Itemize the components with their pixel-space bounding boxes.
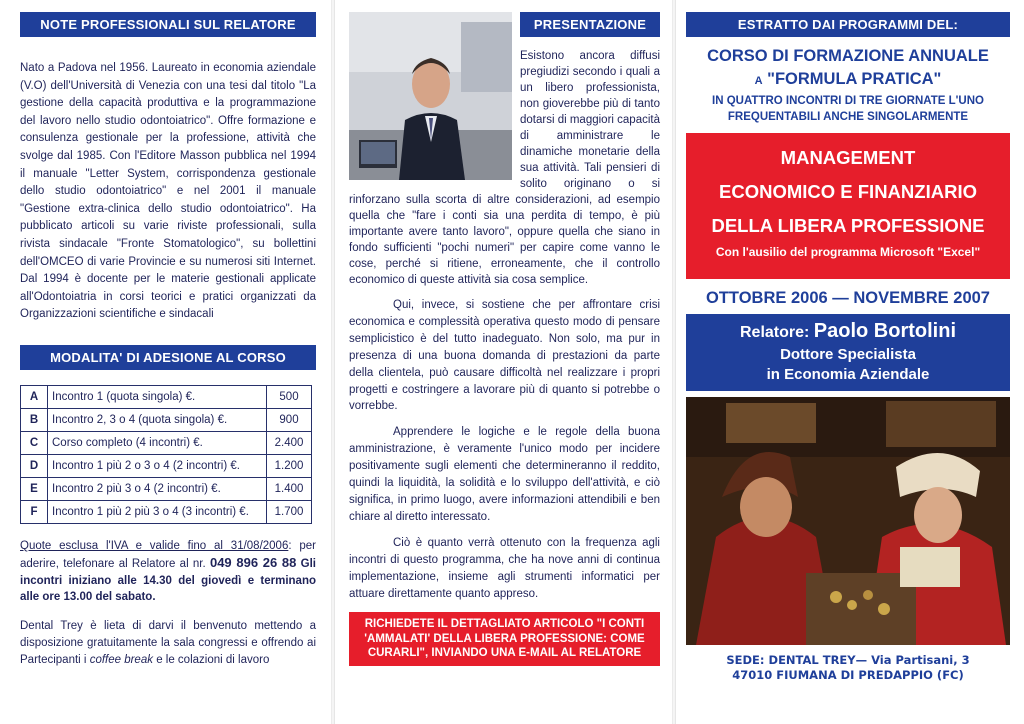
fee-row [21,408,312,431]
main-title-line2: ECONOMICO E FINANZIARIO [719,181,977,202]
fee-price: 1.200 [267,454,312,477]
phone-number: 049 896 26 88 [209,554,297,570]
speaker-bio: Nato a Padova nel 1956. Laureato in economia aziendale (V.O) dell'Università di Venezia con una tesi dal titolo "La gestione della capacità produttiva e la programmazione del lavoro nello studio odontoiatrico". Offre formazione e consulenza gestionale per la professione, attività che svolge dal 1985. Con l'Editore Masson pubblica nel 1994 il manuale "Letter System, corrispondenza gestionale dello studio odontoiatrico" e nel 2001 il manuale "Gestione extra-clinica dello studio odontoiatrico". Ha pubblicato articoli su varie riviste professionali, sulla rivista sindacale "Fronte Stomatologico", su bollettini dell'OMCEO di varie Provincie e su numerosi siti Internet. Dal 1994 è docente per le materie gestionali applicate all'Odontoiatria in corsi teorici e pratici organizzati da Organizzazioni scientifiche e sindacali [20,62,316,321]
speaker-photo [349,12,512,180]
speaker-photo-image [349,12,512,180]
speaker-notes-header: NOTE PROFESSIONALI SUL RELATORE [20,12,316,37]
speaker-label: Relatore: [739,324,810,341]
speaker-name: Paolo Bortolini [813,320,957,342]
enrollment-header: MODALITA' DI ADESIONE AL CORSO [20,345,316,370]
welcome-text: Dental Trey è lieta di darvi il benvenuto mettendo a disposizione gratuitamente la sala congressi e offrendo ai Partecipanti i [20,620,316,666]
course-formula-prefix: A [754,75,763,87]
fee-description: Incontro 2, 3 o 4 (quota singola) €. [48,408,267,431]
fee-description: Incontro 1 più 2 più 3 o 4 (3 incontri) €. [48,500,267,523]
speaker-role-line2: in Economia Aziendale [766,366,930,383]
fold-divider [331,0,335,724]
main-title-line1: MANAGEMENT [780,147,916,168]
fee-code: B [21,408,48,431]
speaker-box [686,314,1010,391]
speaker-role-line1: Dottore Specialista [780,346,916,363]
welcome-text-end: e le colazioni di lavoro [156,653,270,666]
course-format: IN QUATTRO INCONTRI DI TRE GIORNATE L'UNO FREQUENTABILI ANCHE SINGOLARMENTE [712,95,984,123]
programme-header: ESTRATTO DAI PROGRAMMI DEL: [686,12,1010,37]
welcome-note [20,618,316,668]
venue [686,653,1010,683]
fee-code: F [21,500,48,523]
fee-code: D [21,454,48,477]
fee-validity: Quote esclusa l'IVA e valide fino al 31/08/2006 [20,539,289,552]
request-article-banner: RICHIEDETE IL DETTAGLIATO ARTICOLO "I CONTI 'AMMALATI' DELLA LIBERA PROFESSIONE: COME CURARLI", INVIANDO UNA E-MAIL AL RELATORE [349,612,660,666]
fee-row [21,500,312,523]
fee-row [21,477,312,500]
fee-description: Incontro 2 più 3 o 4 (2 incontri) €. [48,477,267,500]
fee-description: Corso completo (4 incontri) €. [48,431,267,454]
fee-code: C [21,431,48,454]
left-panel [0,0,330,724]
fold-divider [672,0,676,724]
fee-description: Incontro 1 più 2 o 3 o 4 (2 incontri) €. [48,454,267,477]
fee-row [21,385,312,408]
fee-price: 2.400 [267,431,312,454]
venue-line2: 47010 FIUMANA DI PREDAPPIO (FC) [732,668,964,682]
course-info [686,47,1010,125]
fee-row [21,431,312,454]
middle-panel [337,0,670,724]
welcome-emphasis: coffee break [89,653,153,666]
course-dates: OTTOBRE 2006 — NOVEMBRE 2007 [706,289,990,307]
fee-row [21,454,312,477]
fee-table [20,385,312,524]
course-formula [686,70,1010,89]
main-title-box [686,133,1010,279]
speaker-line [690,320,1006,343]
fee-code: E [21,477,48,500]
fee-description: Incontro 1 (quota singola) €. [48,385,267,408]
fee-price: 1.400 [267,477,312,500]
intro-continuation: Tali pensieri di solito originano o si rinforzano sulla scorta di altre considerazioni, ad esempio quella che "fare i conti sia una perdita di tempo, è più importante avere tanto lavoro", oppure quella che siano in fondo sufficienti "pochi numeri" per capire come vanno le cose, perché si ritiene, erroneamente, che il controllo economico di queste attività sia cosa semplice. [349,162,661,286]
course-title: CORSO DI FORMAZIONE ANNUALE [707,47,989,65]
fee-code: A [21,385,48,408]
main-title-subtitle: Con l'ausilio del programma Microsoft "Excel" [715,245,981,259]
presentation-header: PRESENTAZIONE [520,12,660,37]
right-panel [678,0,1024,724]
fee-price: 1.700 [267,500,312,523]
fee-notes [20,538,316,606]
painting-image [686,397,1010,645]
fee-price: 900 [267,408,312,431]
fee-price: 500 [267,385,312,408]
fee-contact: : per aderire, telefonare al Relatore al nr. [20,539,316,570]
course-formula-name: "FORMULA PRATICA" [767,70,942,88]
main-title-line3: DELLA LIBERA PROFESSIONE [711,215,985,236]
paragraph-4: Ciò è quanto verrà ottenuto con la frequenza agli incontri di questo programma, che ha nove anni di continua implementazione, insieme agli strumenti informatici per attuare direttamente quanto appreso. [349,536,660,600]
intro-lead: Esistono ancora diffusi pregiudizi secondo i quali a un libero professionista, non gioverebbe più di tanto dotarsi di maggiori capacità di amministrare le dinamiche monetarie della sua attività. [520,50,660,174]
moneychanger-painting [686,397,1010,645]
venue-line1: SEDE: DENTAL TREY— Via Partisani, 3 [726,653,970,667]
paragraph-2: Qui, invece, si sostiene che per affrontare crisi economica e complessità operativa questo modo di pensare semplicistico è del tutto inadeguato. Non solo, ma pur in presenza di una buona domanda di prestazioni da parte della clientela, può causare difficoltà nel realizzare i propri progetti e costringere a lavorare più di quanto si potrebbe o vorrebbe. [349,299,660,413]
schedule-note: Gli incontri iniziano alle 14.30 del giovedì e terminano alle ore 13.00 del sabato. [20,557,316,604]
paragraph-3: Apprendere le logiche e le regole della buona amministrazione, è veramente l'unico modo per incidere positivamente sugli elementi che determineranno il reddito, quindi la liquidità, la solidità e lo sviluppo dell'attività, e ciò significa, in primo luogo, avere informazioni attendibili e ben chiare al diretto interessato. [349,426,660,523]
